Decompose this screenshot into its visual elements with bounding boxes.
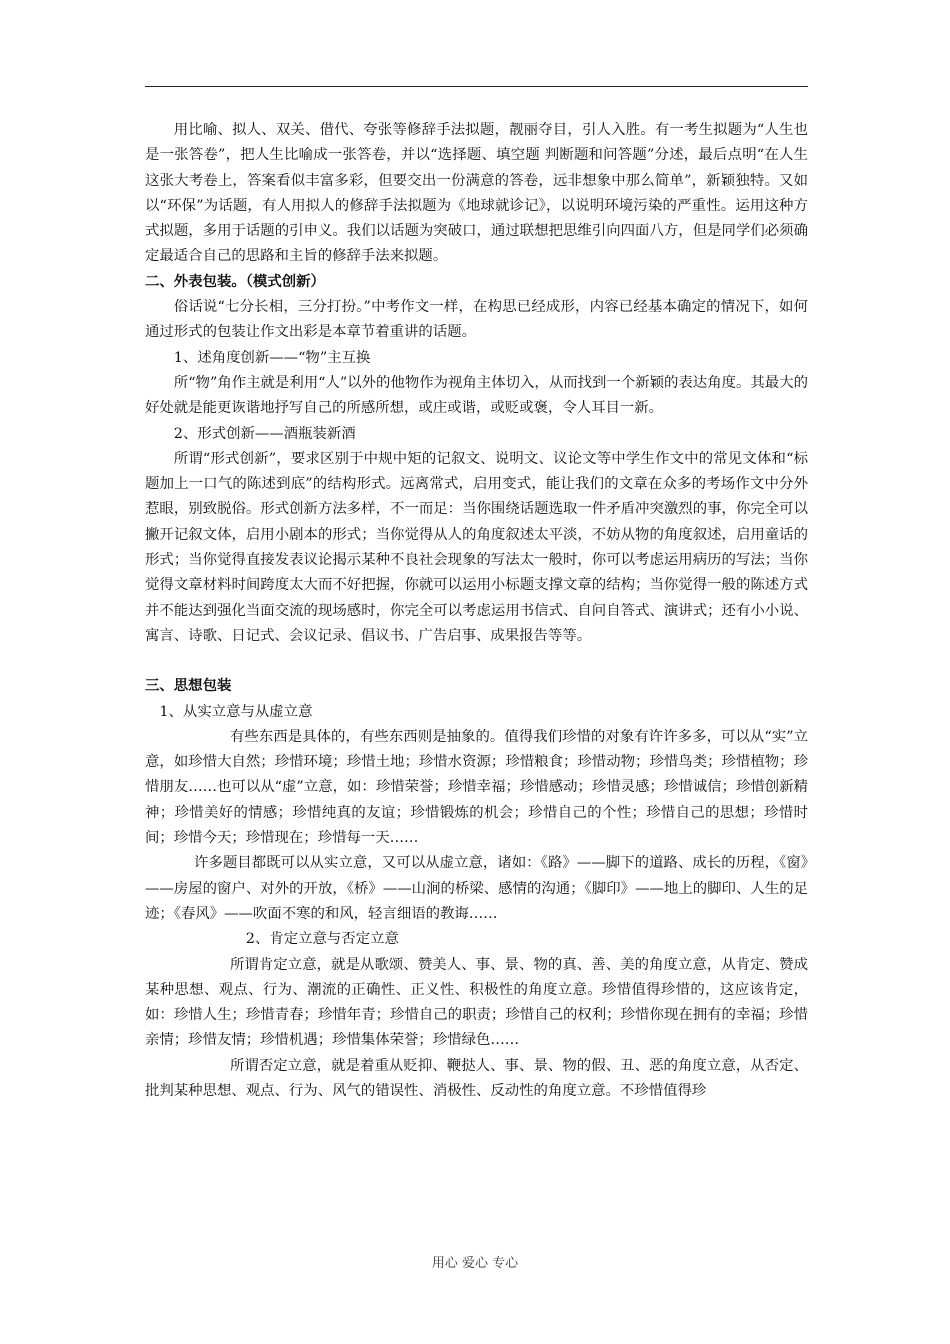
section-heading: 二、外表包装。（模式创新） [145,273,325,290]
page-footer: 用心 爱心 专心 [431,1256,519,1271]
paragraph: 所谓肯定立意，就是从歌颂、赞美人、事、景、物的真、善、美的角度立意，从肯定、赞成某种思想、观点、行为、潮流的正确性、正义性、积极性的角度立意。珍惜值得珍惜的，这应该肯定，如：珍惜人生；珍惜青春；珍惜年青；珍惜自己的职责；珍惜自己的权利；珍惜你现在拥有的幸福；珍惜亲情；珍惜友情；珍惜机遇；珍惜集体荣誉；珍惜绿色…… [145,956,808,1049]
subheading: 1、从实立意与从虚立意 [159,703,313,720]
paragraph: 所谓“形式创新”，要求区别于中规中矩的记叙文、说明文、议论文等中学生作文中的常见文体和“标题加上一口气的陈述到底”的结构形式。远离常式，启用变式，能让我们的文章在众多的考场作文中分外惹眼，别致脱俗。形式创新方法多样，不一而足：当你围绕话题选取一件矛盾冲突激烈的事，你完全可以撇开记叙文体，启用小剧本的形式；当你觉得从人的角度叙述太平淡，不妨从物的角度叙述，启用童话的形式；当你觉得直接发表议论揭示某种不良社会现象的写法太一般时，你可以考虑运用病历的写法；当你觉得文章材料时间跨度太大而不好把握，你就可以运用小标题支撑文章的结构；当你觉得一般的陈述方式并不能达到强化当面交流的现场感时，你完全可以考虑运用书信式、自问自答式、演讲式；还有小小说、寓言、诗歌、日记式、会议记录、倡议书、广告启事、成果报告等等。 [145,450,808,644]
section-heading: 三、思想包装 [145,678,232,695]
paragraph: 许多题目都既可以从实立意，又可以从虚立意，诸如：《路》——脚下的道路、成长的历程，《窗》——房屋的窗户、对外的开放，《桥》——山涧的桥梁、感情的沟通；《脚印》——地上的脚印、人生的足迹；《春风》——吹面不寒的和风，轻言细语的教诲…… [145,855,808,922]
paragraph: 有些东西是具体的，有些东西则是抽象的。值得我们珍惜的对象有许许多多，可以从“实”立意，如珍惜大自然；珍惜环境；珍惜土地；珍惜水资源；珍惜粮食；珍惜动物；珍惜鸟类；珍惜植物；珍惜朋友……也可以从“虚”立意，如：珍惜荣誉；珍惜幸福；珍惜感动；珍惜灵感；珍惜诚信；珍惜创新精神；珍惜美好的情感；珍惜纯真的友谊；珍惜锻炼的机会；珍惜自己的个性；珍惜自己的思想；珍惜时间；珍惜今天；珍惜现在；珍惜每一天…… [145,728,808,847]
header-rule [145,86,808,87]
subheading: 1、述角度创新——“物”主互换 [173,349,371,366]
document-body [145,118,808,1104]
paragraph: 所“物”角作主就是利用“人”以外的他物作为视角主体切入，从而找到一个新颖的表达角度。其最大的好处就是能更诙谐地抒写自己的所感所想，或庄或谐，或贬或褒，令人耳目一新。 [145,374,808,417]
paragraph: 用比喻、拟人、双关、借代、夸张等修辞手法拟题，靓丽夺目，引人入胜。有一考生拟题为“人生也是一张答卷”，把人生比喻成一张答卷，并以“选择题、填空题 判断题和问答题”分述，最后点明“在人生这张大考卷上，答案看似丰富多彩，但要交出一份满意的答卷，远非想象中那么简单”，新颖独特。又如以“环保”为话题，有人用拟人的修辞手法拟题为《地球就诊记》，以说明环境污染的严重性。运用这种方式拟题，多用于话题的引申义。我们以话题为突破口，通过联想把思维引向四面八方，但是同学们必须确定最适合自己的思路和主旨的修辞手法来拟题。 [145,122,808,265]
spacer [145,649,808,674]
paragraph: 俗话说“七分长相，三分打扮。”中考作文一样，在构思已经成形，内容已经基本确定的情况下，如何通过形式的包装让作文出彩是本章节着重讲的话题。 [145,299,808,341]
paragraph: 所谓否定立意，就是着重从贬抑、鞭挞人、事、景、物的假、丑、恶的角度立意，从否定、批判某种思想、观点、行为、风气的错误性、消极性、反动性的角度立意。不珍惜值得珍 [145,1057,808,1099]
subheading: 2、肯定立意与否定立意 [245,931,399,948]
subheading: 2、形式创新——酒瓶装新酒 [173,425,356,442]
